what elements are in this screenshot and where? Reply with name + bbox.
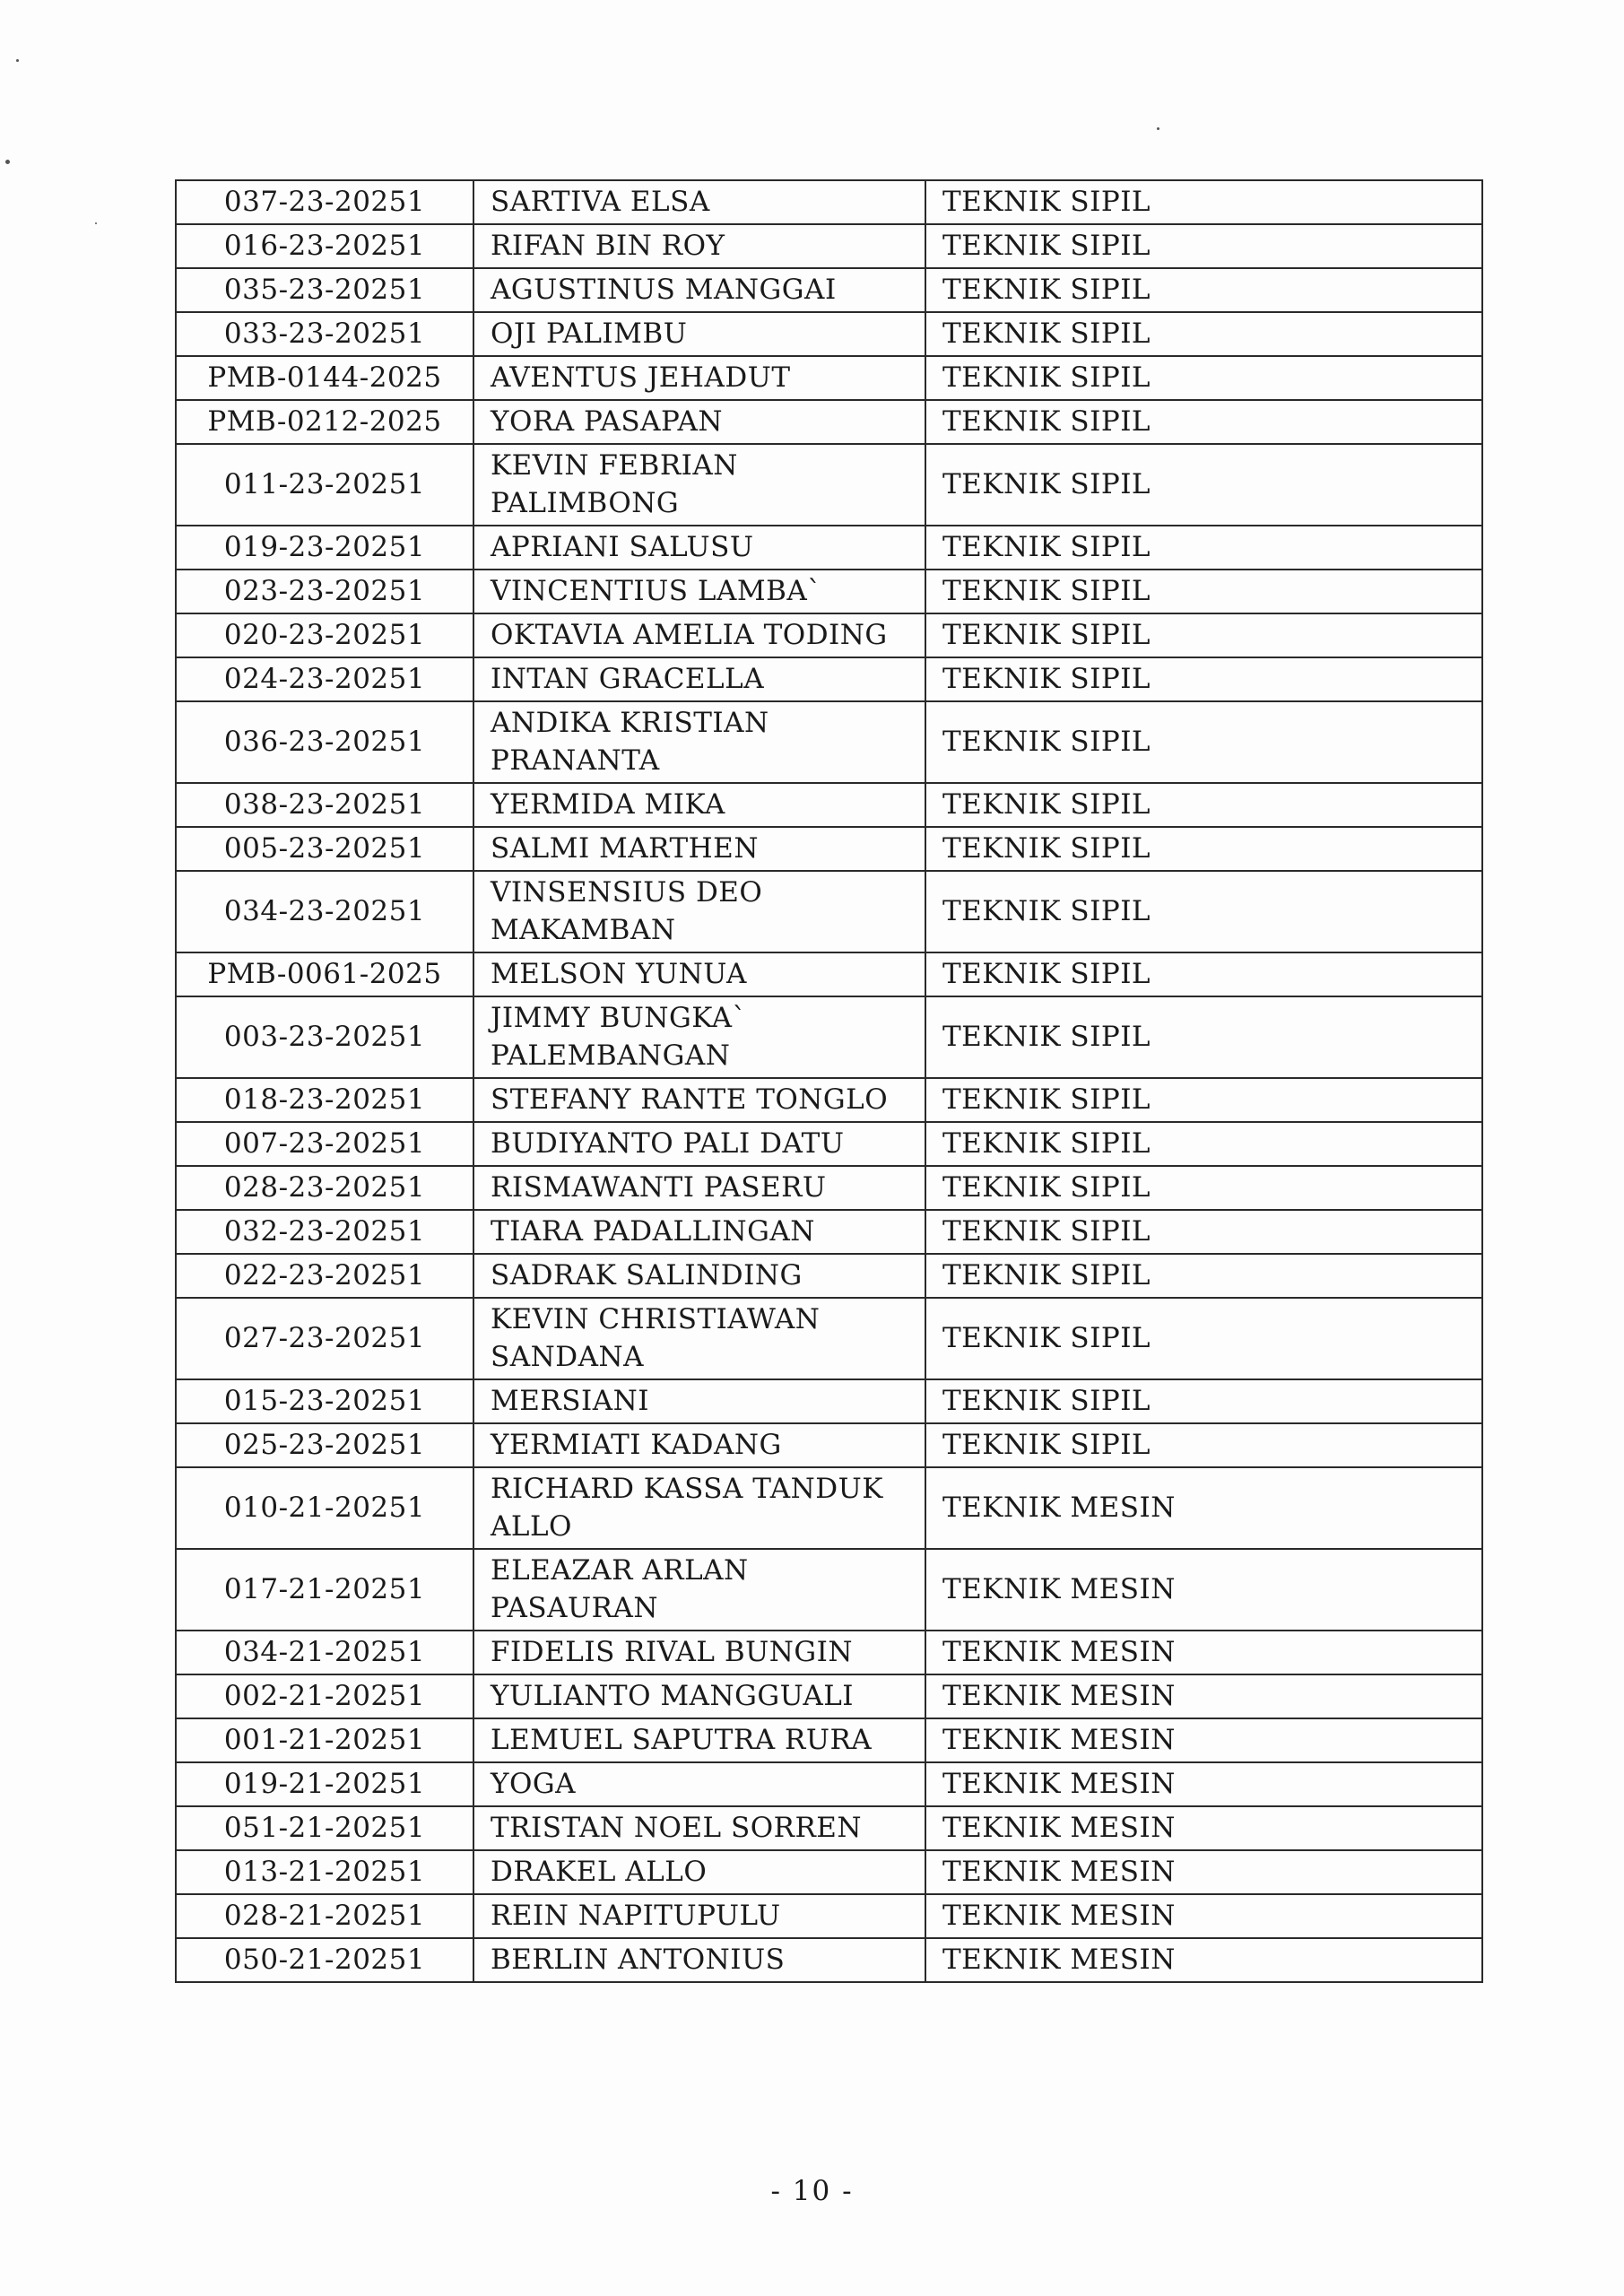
study-program-cell: TEKNIK SIPIL [925,356,1482,400]
study-program-cell: TEKNIK MESIN [925,1894,1482,1938]
table-row [176,444,1482,526]
student-id-cell: 001-21-20251 [176,1718,473,1762]
table-row [176,952,1482,996]
scan-speck [16,59,19,62]
table-row [176,1379,1482,1423]
student-name-cell: DRAKEL ALLO [473,1850,925,1894]
study-program-cell: TEKNIK SIPIL [925,526,1482,570]
student-name-cell: SARTIVA ELSA [473,180,925,224]
table-row [176,1631,1482,1674]
student-id-cell: 050-21-20251 [176,1938,473,1982]
student-name-cell: BERLIN ANTONIUS [473,1938,925,1982]
student-name-cell: KEVIN CHRISTIAWAN SANDANA [473,1298,925,1379]
study-program-cell: TEKNIK MESIN [925,1674,1482,1718]
table-row [176,1078,1482,1122]
study-program-cell: TEKNIK SIPIL [925,657,1482,701]
study-program-cell: TEKNIK MESIN [925,1718,1482,1762]
table-row [176,701,1482,783]
scan-speck [5,160,10,164]
table-row [176,613,1482,657]
table-row [176,570,1482,613]
study-program-cell: TEKNIK SIPIL [925,1379,1482,1423]
student-id-cell: 019-21-20251 [176,1762,473,1806]
student-name-cell: TRISTAN NOEL SORREN [473,1806,925,1850]
table-row [176,1423,1482,1467]
study-program-cell: TEKNIK SIPIL [925,444,1482,526]
student-id-cell: 034-21-20251 [176,1631,473,1674]
student-name-cell: MERSIANI [473,1379,925,1423]
study-program-cell: TEKNIK MESIN [925,1467,1482,1549]
table-row [176,1718,1482,1762]
student-id-cell: 010-21-20251 [176,1467,473,1549]
study-program-cell: TEKNIK MESIN [925,1938,1482,1982]
student-id-cell: PMB-0212-2025 [176,400,473,444]
table-row [176,1806,1482,1850]
study-program-cell: TEKNIK SIPIL [925,701,1482,783]
student-id-cell: 024-23-20251 [176,657,473,701]
study-program-cell: TEKNIK SIPIL [925,871,1482,952]
student-name-cell: ANDIKA KRISTIAN PRANANTA [473,701,925,783]
student-id-cell: 011-23-20251 [176,444,473,526]
study-program-cell: TEKNIK MESIN [925,1850,1482,1894]
table-row [176,1166,1482,1210]
study-program-cell: TEKNIK SIPIL [925,1166,1482,1210]
student-id-cell: 002-21-20251 [176,1674,473,1718]
study-program-cell: TEKNIK MESIN [925,1762,1482,1806]
study-program-cell: TEKNIK SIPIL [925,827,1482,871]
scan-speck [1157,127,1159,130]
student-id-cell: 003-23-20251 [176,996,473,1078]
table-row [176,1894,1482,1938]
table-row [176,1298,1482,1379]
study-program-cell: TEKNIK SIPIL [925,268,1482,312]
study-program-cell: TEKNIK SIPIL [925,1254,1482,1298]
student-id-cell: 035-23-20251 [176,268,473,312]
student-name-cell: LEMUEL SAPUTRA RURA [473,1718,925,1762]
table-row [176,1467,1482,1549]
student-id-cell: 019-23-20251 [176,526,473,570]
student-name-cell: VINCENTIUS LAMBA` [473,570,925,613]
student-id-cell: 028-21-20251 [176,1894,473,1938]
student-id-cell: 028-23-20251 [176,1166,473,1210]
student-id-cell: 025-23-20251 [176,1423,473,1467]
student-id-cell: 007-23-20251 [176,1122,473,1166]
table-row [176,657,1482,701]
table-row [176,1210,1482,1254]
student-id-cell: 022-23-20251 [176,1254,473,1298]
student-id-cell: 015-23-20251 [176,1379,473,1423]
student-id-cell: 034-23-20251 [176,871,473,952]
student-id-cell: 020-23-20251 [176,613,473,657]
student-name-cell: YORA PASAPAN [473,400,925,444]
student-id-cell: 038-23-20251 [176,783,473,827]
study-program-cell: TEKNIK SIPIL [925,996,1482,1078]
table-row [176,1122,1482,1166]
student-name-cell: BUDIYANTO PALI DATU [473,1122,925,1166]
student-name-cell: SADRAK SALINDING [473,1254,925,1298]
student-name-cell: MELSON YUNUA [473,952,925,996]
student-name-cell: OKTAVIA AMELIA TODING [473,613,925,657]
student-table-body [176,180,1482,1982]
student-id-cell: 036-23-20251 [176,701,473,783]
student-name-cell: OJI PALIMBU [473,312,925,356]
study-program-cell: TEKNIK MESIN [925,1806,1482,1850]
table-row [176,1850,1482,1894]
student-name-cell: AVENTUS JEHADUT [473,356,925,400]
student-name-cell: ELEAZAR ARLAN PASAURAN [473,1549,925,1631]
student-id-cell: 016-23-20251 [176,224,473,268]
table-row [176,1674,1482,1718]
table-row [176,996,1482,1078]
study-program-cell: TEKNIK SIPIL [925,783,1482,827]
student-name-cell: YOGA [473,1762,925,1806]
student-id-cell: 023-23-20251 [176,570,473,613]
study-program-cell: TEKNIK SIPIL [925,400,1482,444]
student-name-cell: FIDELIS RIVAL BUNGIN [473,1631,925,1674]
table-row [176,827,1482,871]
table-row [176,1549,1482,1631]
student-id-cell: 018-23-20251 [176,1078,473,1122]
study-program-cell: TEKNIK SIPIL [925,952,1482,996]
study-program-cell: TEKNIK SIPIL [925,1423,1482,1467]
study-program-cell: TEKNIK SIPIL [925,570,1482,613]
study-program-cell: TEKNIK SIPIL [925,613,1482,657]
table-row [176,312,1482,356]
student-id-cell: 027-23-20251 [176,1298,473,1379]
table-row [176,871,1482,952]
student-name-cell: JIMMY BUNGKA` PALEMBANGAN [473,996,925,1078]
student-id-cell: PMB-0061-2025 [176,952,473,996]
table-row [176,180,1482,224]
student-id-cell: 051-21-20251 [176,1806,473,1850]
student-id-cell: 005-23-20251 [176,827,473,871]
student-name-cell: STEFANY RANTE TONGLO [473,1078,925,1122]
student-name-cell: AGUSTINUS MANGGAI [473,268,925,312]
student-name-cell: RICHARD KASSA TANDUK ALLO [473,1467,925,1549]
student-name-cell: YERMIDA MIKA [473,783,925,827]
student-table [175,179,1483,1983]
student-name-cell: RIFAN BIN ROY [473,224,925,268]
student-name-cell: VINSENSIUS DEO MAKAMBAN [473,871,925,952]
table-row [176,526,1482,570]
table-row [176,783,1482,827]
study-program-cell: TEKNIK SIPIL [925,1122,1482,1166]
table-row [176,400,1482,444]
student-name-cell: REIN NAPITUPULU [473,1894,925,1938]
page-number: - 10 - [770,2175,854,2207]
table-row [176,268,1482,312]
student-id-cell: PMB-0144-2025 [176,356,473,400]
study-program-cell: TEKNIK SIPIL [925,1210,1482,1254]
scan-speck [95,222,97,224]
student-name-cell: TIARA PADALLINGAN [473,1210,925,1254]
table-row [176,1254,1482,1298]
student-name-cell: KEVIN FEBRIAN PALIMBONG [473,444,925,526]
study-program-cell: TEKNIK SIPIL [925,312,1482,356]
study-program-cell: TEKNIK SIPIL [925,1298,1482,1379]
student-id-cell: 033-23-20251 [176,312,473,356]
student-id-cell: 032-23-20251 [176,1210,473,1254]
table-row [176,1762,1482,1806]
table-row [176,356,1482,400]
student-id-cell: 037-23-20251 [176,180,473,224]
study-program-cell: TEKNIK SIPIL [925,180,1482,224]
student-id-cell: 013-21-20251 [176,1850,473,1894]
table-row [176,224,1482,268]
student-name-cell: SALMI MARTHEN [473,827,925,871]
study-program-cell: TEKNIK MESIN [925,1549,1482,1631]
study-program-cell: TEKNIK MESIN [925,1631,1482,1674]
student-name-cell: APRIANI SALUSU [473,526,925,570]
student-name-cell: YULIANTO MANGGUALI [473,1674,925,1718]
table-row [176,1938,1482,1982]
study-program-cell: TEKNIK SIPIL [925,224,1482,268]
student-name-cell: RISMAWANTI PASERU [473,1166,925,1210]
study-program-cell: TEKNIK SIPIL [925,1078,1482,1122]
student-id-cell: 017-21-20251 [176,1549,473,1631]
student-name-cell: YERMIATI KADANG [473,1423,925,1467]
student-name-cell: INTAN GRACELLA [473,657,925,701]
